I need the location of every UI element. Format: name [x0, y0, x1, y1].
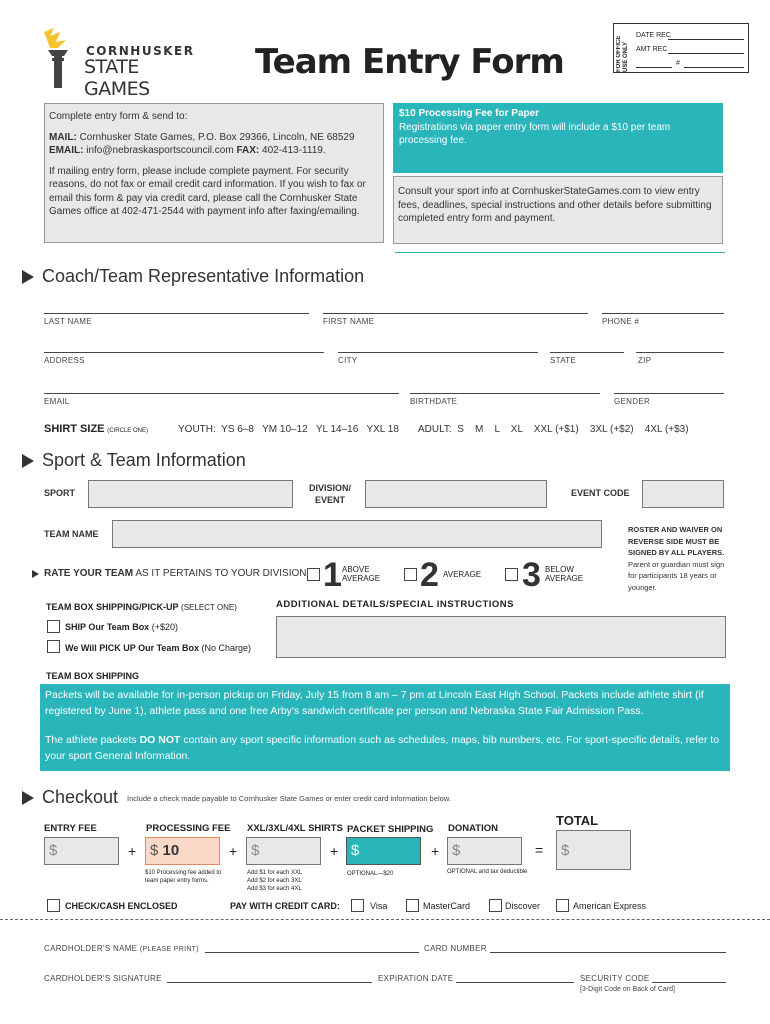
ship-opt-text: SHIP Our Team Box — [65, 622, 150, 632]
expiration-field[interactable] — [456, 982, 574, 983]
mastercard-label: MasterCard — [423, 901, 471, 911]
date-rec-line — [668, 39, 744, 40]
mailing-instructions: If mailing entry form, please include complete payment. For security reasons, do not fax or email credit card information. If you wish to fax or email this form & pay via credit card, please call the Cornhusker State Games office at 402-471-2544 with payment info after faxing/emailing. — [49, 165, 366, 217]
checkout-note: Include a check made payable to Cornhusker State Games or enter credit card information below. — [127, 794, 451, 803]
donation-note: OPTIONAL and tax deductible — [447, 869, 528, 875]
logo — [36, 26, 195, 100]
youth-sizes[interactable]: YOUTH: YS 6–8 YM 10–12 YL 14–16 YXL 18 — [178, 424, 399, 435]
security-code-label: SECURITY CODE — [580, 974, 650, 983]
fax-number: 402-413-1119. — [262, 145, 326, 156]
rating-above-line1: ABOVE — [342, 565, 370, 574]
cardholder-name-text: CARDHOLDER'S NAME — [44, 944, 138, 953]
roster-note-bold: ROSTER AND WAIVER ON REVERSE SIDE MUST BE SIGNED BY ALL PLAYERS. — [628, 525, 725, 557]
entry-fee-dollar: $ — [49, 842, 58, 859]
entry-fee-label: ENTRY FEE — [44, 823, 97, 834]
proc-fee-value — [146, 838, 219, 864]
packets-info-p1: Packets will be available for in-person pickup on Friday, July 15 from 8 am – 7 pm at Lincoln East High School. Packets include athlete shirt (if registered by June 1), athlete pass and one free Arby's sandwich certificate per person and Nebraska State Fair Admission Pass. — [45, 689, 704, 717]
division-event-input[interactable] — [365, 480, 547, 508]
gender-field[interactable] — [614, 393, 724, 394]
first-name-field[interactable] — [323, 313, 588, 314]
shirts-fee-input[interactable] — [246, 837, 321, 865]
mastercard-checkbox[interactable] — [406, 899, 419, 912]
phone-label: PHONE # — [602, 317, 640, 326]
state-field[interactable] — [550, 352, 624, 353]
proc-fee-dollar: $ — [150, 842, 159, 859]
section-arrow-icon — [22, 270, 34, 284]
discover-label: Discover — [505, 901, 541, 911]
total-dollar: $ — [561, 842, 570, 859]
email-address: info@nebraskasportscouncil.com — [86, 145, 234, 156]
additional-details-input[interactable] — [276, 616, 726, 658]
card-number-field[interactable] — [490, 952, 726, 953]
torch-icon — [36, 26, 80, 92]
send-intro: Complete entry form & send to: — [49, 111, 188, 122]
cardholder-name-label — [44, 944, 199, 953]
packets-p2-post: contain any sport specific information such as schedules, maps, bib numbers, etc. For sport-specific details, refer to your sport General Information. — [45, 734, 720, 762]
rating-1-number: 1 — [323, 556, 342, 594]
card-number-label: CARD NUMBER — [424, 944, 487, 953]
rating-average-label: AVERAGE — [443, 570, 482, 579]
cardholder-signature-label: CARDHOLDER'S SIGNATURE — [44, 974, 162, 983]
adult-sizes[interactable]: ADULT: S M L XL XXL (+$1) 3XL (+$2) 4XL (+$3) — [418, 424, 689, 435]
event-code-input[interactable] — [642, 480, 724, 508]
proc-fee-amount: 10 — [162, 842, 180, 859]
shirt-size-label: SHIRT SIZE — [44, 423, 105, 435]
shirt-size-row — [44, 423, 148, 435]
plus-sign-2: + — [229, 843, 238, 859]
ship-team-box-label — [65, 622, 178, 632]
rate-arrow-icon — [32, 570, 39, 578]
sport-label: SPORT — [44, 488, 76, 498]
visa-checkbox[interactable] — [351, 899, 364, 912]
phone-field[interactable] — [602, 313, 724, 314]
office-use-box — [613, 23, 749, 73]
office-use-label: FOR OFFICE USE ONLY — [616, 35, 629, 72]
processing-fee-input[interactable] — [145, 837, 220, 865]
check-cash-label: CHECK/CASH ENCLOSED — [65, 901, 178, 911]
office-line-3a — [636, 67, 672, 68]
shirts-fee-dollar: $ — [251, 842, 260, 859]
pickup-team-box-checkbox[interactable] — [47, 640, 60, 653]
page-title: Team Entry Form — [255, 42, 564, 82]
rating-above-label — [342, 565, 380, 583]
team-name-label: TEAM NAME — [44, 529, 99, 539]
team-box-shipping-heading — [46, 602, 237, 612]
division-label — [300, 482, 360, 506]
additional-details-label: ADDITIONAL DETAILS/SPECIAL INSTRUCTIONS — [276, 599, 515, 610]
zip-field[interactable] — [636, 352, 724, 353]
check-cash-checkbox[interactable] — [47, 899, 60, 912]
last-name-field[interactable] — [44, 313, 309, 314]
cut-line — [0, 919, 770, 920]
amt-rec-label: AMT REC — [636, 46, 668, 53]
pickup-opt-text: We Will PICK UP Our Team Box — [65, 643, 199, 653]
rating-3-number: 3 — [522, 556, 541, 594]
packet-shipping-input[interactable] — [346, 837, 421, 865]
donation-input[interactable] — [447, 837, 522, 865]
discover-checkbox[interactable] — [489, 899, 502, 912]
amex-checkbox[interactable] — [556, 899, 569, 912]
section-arrow-icon — [22, 791, 34, 805]
sport-heading-text: Sport & Team Information — [42, 450, 246, 470]
pay-credit-label: PAY WITH CREDIT CARD: — [230, 901, 340, 911]
please-print-note: (PLEASE PRINT) — [139, 946, 199, 953]
plus-sign-1: + — [128, 843, 137, 859]
zip-label: ZIP — [638, 356, 652, 365]
ship-opt-cost: (+$20) — [151, 622, 178, 632]
shipping-heading-bold: TEAM BOX SHIPPING/PICK-UP — [46, 602, 179, 612]
section-arrow-icon — [22, 454, 34, 468]
processing-fee-box — [393, 103, 723, 173]
donation-label: DONATION — [448, 823, 498, 834]
expiration-label: EXPIRATION DATE — [378, 974, 454, 983]
team-name-input[interactable] — [112, 520, 602, 548]
rating-below-line1: BELOW — [545, 565, 574, 574]
rating-above-checkbox[interactable] — [307, 568, 320, 581]
last-name-label: LAST NAME — [44, 317, 92, 326]
security-code-field[interactable] — [652, 982, 726, 983]
shirts-fee-label: XXL/3XL/4XL SHIRTS — [247, 823, 343, 834]
rating-2-number: 2 — [420, 556, 439, 594]
donation-dollar: $ — [452, 842, 461, 859]
shipping-dollar: $ — [351, 842, 360, 859]
email-label: EMAIL: — [49, 145, 84, 156]
email-field-label: EMAIL — [44, 397, 70, 406]
gender-label: GENDER — [614, 397, 651, 406]
hash-label: # — [676, 60, 680, 67]
packets-info-box — [40, 684, 730, 771]
security-code-note: [3-Digit Code on Back of Card] — [580, 986, 675, 993]
packets-p2-bold: DO NOT — [139, 734, 181, 746]
rating-average-checkbox[interactable] — [404, 568, 417, 581]
processing-fee-text: Registrations via paper entry form will include a $10 per team processing fee. — [399, 121, 671, 146]
packets-info-p2 — [45, 733, 725, 764]
amt-rec-line — [668, 53, 744, 54]
logo-line1: CORNHUSKER — [86, 44, 195, 58]
address-label: ADDRESS — [44, 356, 85, 365]
email-field[interactable] — [44, 393, 399, 394]
packets-p2-pre: The athlete packets — [45, 734, 140, 746]
rate-team-label — [44, 568, 306, 579]
plus-sign-3: + — [330, 843, 339, 859]
pickup-opt-note: (No Charge) — [201, 643, 251, 653]
address-field[interactable] — [44, 352, 324, 353]
event-code-label: EVENT CODE — [571, 488, 630, 498]
checkout-heading-text: Checkout — [42, 787, 119, 807]
cardholder-signature-field[interactable] — [167, 982, 372, 983]
city-field[interactable] — [338, 352, 538, 353]
state-label: STATE — [550, 356, 577, 365]
birthdate-label: BIRTHDATE — [410, 397, 458, 406]
sport-input[interactable] — [88, 480, 293, 508]
roster-note — [628, 524, 726, 593]
processing-fee-heading: $10 Processing Fee for Paper — [399, 108, 540, 119]
packet-shipping-label: PACKET SHIPPING — [347, 824, 434, 835]
select-one-note: (SELECT ONE) — [181, 603, 237, 612]
pickup-team-box-label — [65, 643, 251, 653]
rating-above-line2: AVERAGE — [342, 574, 381, 583]
rating-below-checkbox[interactable] — [505, 568, 518, 581]
birthdate-field[interactable] — [410, 393, 600, 394]
division-label-line2: EVENT — [314, 495, 345, 505]
shirt-note-1: Add $1 for each XXL — [247, 870, 303, 876]
team-box-shipping-label: TEAM BOX SHIPPING — [46, 671, 140, 681]
mail-label: MAIL: — [49, 131, 77, 143]
consult-text: Consult your sport info at CornhuskerStateGames.com to view entry fees, deadlines, special instructions and other details before submitting completed entry form and payment. — [398, 186, 712, 224]
plus-sign-4: + — [431, 843, 440, 859]
office-line-3b — [684, 67, 744, 68]
cardholder-name-field[interactable] — [205, 952, 419, 953]
processing-fee-label: PROCESSING FEE — [146, 823, 231, 834]
shirt-fee-notes — [247, 869, 302, 893]
rating-below-line2: AVERAGE — [545, 574, 584, 583]
total-label: TOTAL — [556, 813, 599, 828]
circle-one-note: (CIRCLE ONE) — [107, 428, 148, 434]
date-rec-label: DATE REC — [636, 32, 671, 39]
send-info-box — [44, 103, 384, 243]
checkout-section-heading — [22, 787, 118, 808]
shirt-note-2: Add $2 for each 3XL — [247, 878, 302, 884]
shipping-note: OPTIONAL—$20 — [347, 871, 394, 877]
ship-team-box-checkbox[interactable] — [47, 620, 60, 633]
mail-address: Cornhusker State Games, P.O. Box 29366, Lincoln, NE 68529 — [79, 131, 355, 143]
rate-team-bold: RATE YOUR TEAM — [44, 568, 134, 579]
fax-label: FAX: — [236, 145, 260, 156]
proc-fee-note: $10 Processing fee added to team paper entry forms. — [145, 870, 222, 884]
coach-section-heading — [22, 266, 364, 287]
coach-heading-text: Coach/Team Representative Information — [42, 266, 365, 286]
consult-box — [393, 176, 723, 244]
total-input[interactable] — [556, 830, 631, 870]
shirt-note-3: Add $3 for each 4XL — [247, 886, 302, 892]
sport-section-heading — [22, 450, 246, 471]
rating-below-label — [545, 565, 583, 583]
logo-line2: STATE GAMES — [84, 56, 150, 100]
amex-label: American Express — [573, 901, 647, 911]
first-name-label: FIRST NAME — [323, 317, 375, 326]
city-label: CITY — [338, 356, 358, 365]
rate-team-text: AS IT PERTAINS TO YOUR DIVISION — [135, 568, 307, 579]
visa-label: Visa — [370, 901, 388, 911]
entry-fee-input[interactable] — [44, 837, 119, 865]
roster-note-text: Parent or guardian must sign for participants 18 years or younger. — [628, 559, 725, 592]
equals-sign: = — [535, 842, 544, 858]
division-label-line1: DIVISION/ — [308, 483, 351, 493]
divider — [395, 252, 725, 253]
